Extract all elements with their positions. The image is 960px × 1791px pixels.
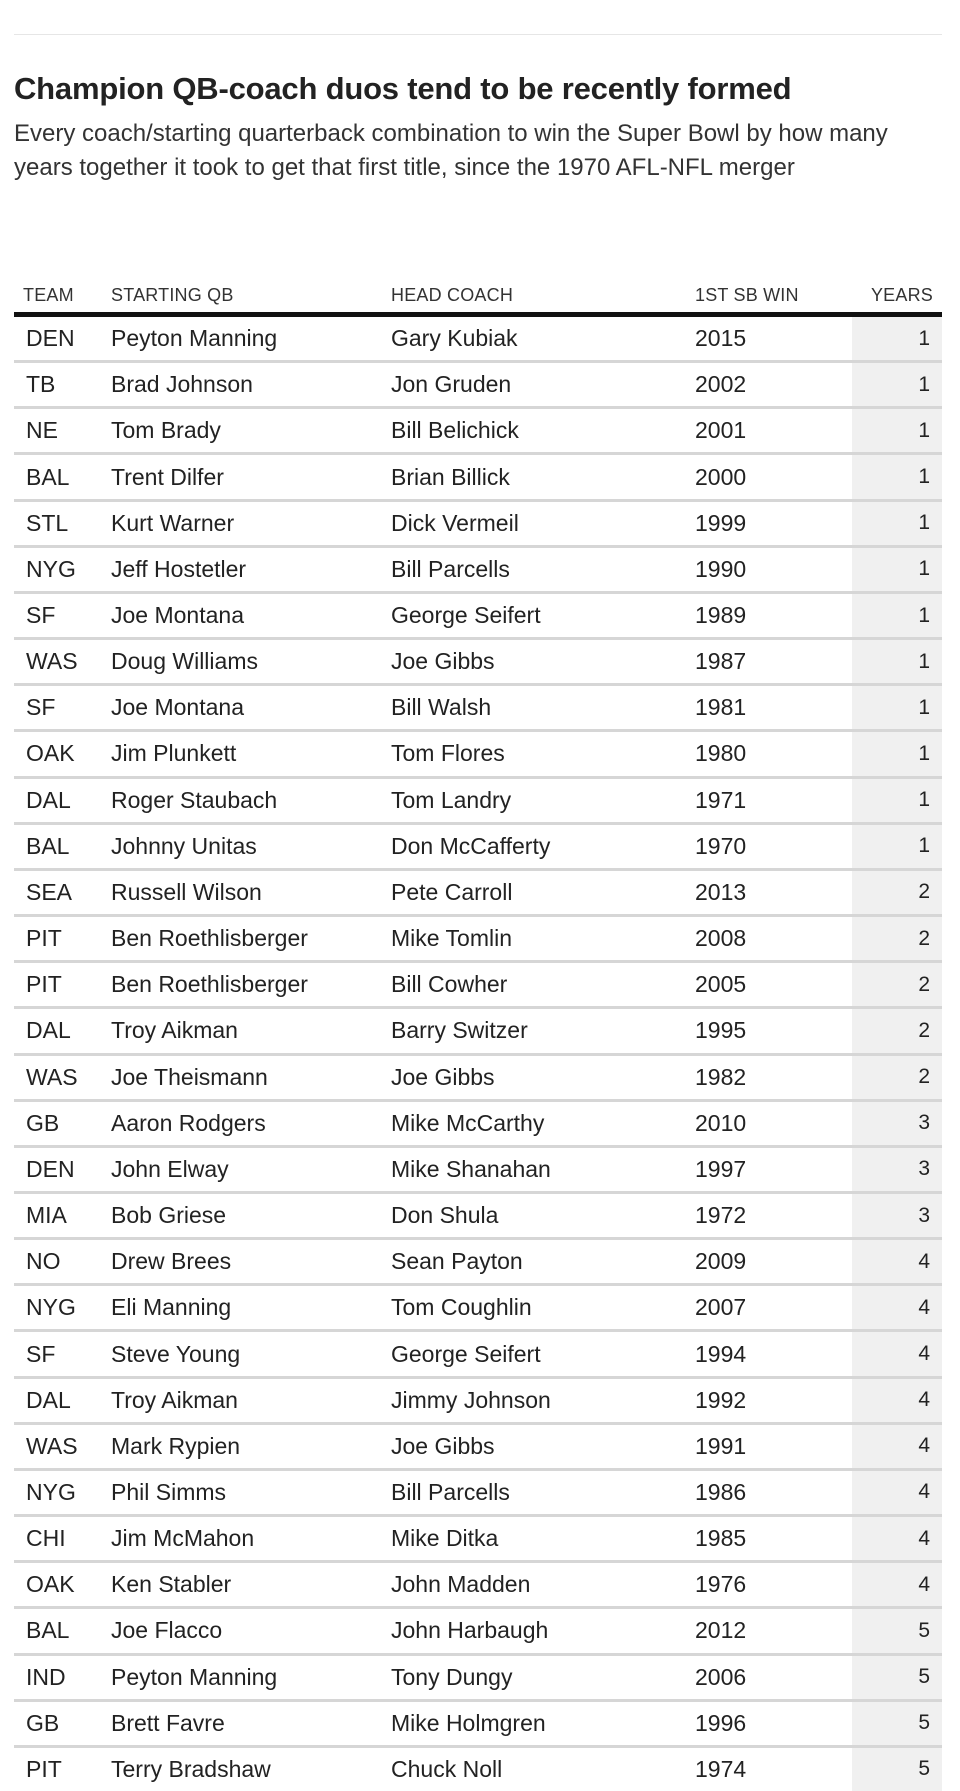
- cell-years: 4: [852, 1331, 942, 1377]
- table-row: [14, 823, 942, 869]
- cell-head-coach: Mike Ditka: [391, 1516, 695, 1562]
- header-row: [14, 270, 942, 315]
- table-row: [14, 1562, 942, 1608]
- cell-starting-qb: Roger Staubach: [111, 777, 391, 823]
- cell-team: SF: [14, 1331, 111, 1377]
- cell-starting-qb: Steve Young: [111, 1331, 391, 1377]
- cell-years: 2: [852, 1008, 942, 1054]
- cell-head-coach: Don Shula: [391, 1192, 695, 1238]
- cell-team: SF: [14, 592, 111, 638]
- table-body: [14, 315, 942, 1791]
- cell-head-coach: Bill Parcells: [391, 1469, 695, 1515]
- cell-head-coach: Joe Gibbs: [391, 1054, 695, 1100]
- cell-starting-qb: Joe Theismann: [111, 1054, 391, 1100]
- cell-first-sb-win: 1991: [695, 1423, 852, 1469]
- cell-starting-qb: Ben Roethlisberger: [111, 962, 391, 1008]
- table-row: [14, 1008, 942, 1054]
- cell-years: 1: [852, 500, 942, 546]
- table-row: [14, 731, 942, 777]
- cell-starting-qb: Johnny Unitas: [111, 823, 391, 869]
- cell-head-coach: Joe Gibbs: [391, 639, 695, 685]
- cell-head-coach: Barry Switzer: [391, 1008, 695, 1054]
- cell-years: 4: [852, 1469, 942, 1515]
- table-row: [14, 500, 942, 546]
- cell-starting-qb: Trent Dilfer: [111, 454, 391, 500]
- cell-years: 4: [852, 1285, 942, 1331]
- cell-years: 2: [852, 962, 942, 1008]
- cell-starting-qb: Peyton Manning: [111, 1654, 391, 1700]
- cell-years: 1: [852, 454, 942, 500]
- cell-head-coach: Bill Belichick: [391, 408, 695, 454]
- cell-first-sb-win: 2002: [695, 362, 852, 408]
- top-divider: [14, 34, 942, 35]
- cell-starting-qb: Brett Favre: [111, 1700, 391, 1746]
- cell-starting-qb: John Elway: [111, 1146, 391, 1192]
- cell-years: 3: [852, 1146, 942, 1192]
- table-row: [14, 1146, 942, 1192]
- cell-head-coach: Jimmy Johnson: [391, 1377, 695, 1423]
- column-header-starting-qb: STARTING QB: [111, 270, 391, 315]
- cell-starting-qb: Phil Simms: [111, 1469, 391, 1515]
- cell-team: PIT: [14, 916, 111, 962]
- table-row: [14, 1608, 942, 1654]
- cell-team: WAS: [14, 1054, 111, 1100]
- cell-first-sb-win: 1986: [695, 1469, 852, 1515]
- cell-first-sb-win: 2009: [695, 1239, 852, 1285]
- cell-head-coach: John Madden: [391, 1562, 695, 1608]
- cell-team: NYG: [14, 546, 111, 592]
- cell-starting-qb: Troy Aikman: [111, 1008, 391, 1054]
- table-row: [14, 1100, 942, 1146]
- table-row: [14, 592, 942, 638]
- table-row: [14, 916, 942, 962]
- cell-team: DAL: [14, 777, 111, 823]
- cell-first-sb-win: 1987: [695, 639, 852, 685]
- table-row: [14, 1700, 942, 1746]
- cell-starting-qb: Eli Manning: [111, 1285, 391, 1331]
- cell-head-coach: Sean Payton: [391, 1239, 695, 1285]
- cell-first-sb-win: 2006: [695, 1654, 852, 1700]
- cell-team: OAK: [14, 731, 111, 777]
- cell-head-coach: Mike Tomlin: [391, 916, 695, 962]
- cell-starting-qb: Ken Stabler: [111, 1562, 391, 1608]
- cell-team: BAL: [14, 823, 111, 869]
- table-row: [14, 546, 942, 592]
- cell-team: DAL: [14, 1377, 111, 1423]
- table-row: [14, 1054, 942, 1100]
- cell-head-coach: Don McCafferty: [391, 823, 695, 869]
- cell-team: WAS: [14, 1423, 111, 1469]
- cell-head-coach: John Harbaugh: [391, 1608, 695, 1654]
- column-header-first-sb-win: 1ST SB WIN: [695, 270, 852, 315]
- cell-head-coach: George Seifert: [391, 592, 695, 638]
- cell-years: 4: [852, 1377, 942, 1423]
- cell-team: DEN: [14, 315, 111, 362]
- cell-first-sb-win: 2007: [695, 1285, 852, 1331]
- cell-years: 1: [852, 546, 942, 592]
- cell-team: GB: [14, 1100, 111, 1146]
- cell-team: DEN: [14, 1146, 111, 1192]
- cell-first-sb-win: 1997: [695, 1146, 852, 1192]
- cell-first-sb-win: 1982: [695, 1054, 852, 1100]
- cell-first-sb-win: 1990: [695, 546, 852, 592]
- cell-years: 4: [852, 1562, 942, 1608]
- cell-head-coach: George Seifert: [391, 1331, 695, 1377]
- cell-team: PIT: [14, 962, 111, 1008]
- cell-years: 1: [852, 592, 942, 638]
- cell-first-sb-win: 1992: [695, 1377, 852, 1423]
- cell-years: 3: [852, 1100, 942, 1146]
- table-row: [14, 1516, 942, 1562]
- column-header-years: YEARS: [852, 270, 942, 315]
- cell-head-coach: Bill Parcells: [391, 546, 695, 592]
- cell-head-coach: Jon Gruden: [391, 362, 695, 408]
- cell-first-sb-win: 1981: [695, 685, 852, 731]
- cell-head-coach: Joe Gibbs: [391, 1423, 695, 1469]
- cell-starting-qb: Troy Aikman: [111, 1377, 391, 1423]
- cell-team: BAL: [14, 1608, 111, 1654]
- table-row: [14, 1377, 942, 1423]
- cell-head-coach: Tom Landry: [391, 777, 695, 823]
- cell-head-coach: Chuck Noll: [391, 1746, 695, 1791]
- cell-years: 1: [852, 685, 942, 731]
- cell-starting-qb: Kurt Warner: [111, 500, 391, 546]
- cell-team: NO: [14, 1239, 111, 1285]
- table-row: [14, 962, 942, 1008]
- cell-first-sb-win: 2015: [695, 315, 852, 362]
- cell-starting-qb: Drew Brees: [111, 1239, 391, 1285]
- cell-team: TB: [14, 362, 111, 408]
- chart-title: Champion QB-coach duos tend to be recently formed: [14, 70, 942, 108]
- cell-head-coach: Pete Carroll: [391, 869, 695, 915]
- cell-team: IND: [14, 1654, 111, 1700]
- cell-starting-qb: Joe Flacco: [111, 1608, 391, 1654]
- cell-years: 1: [852, 731, 942, 777]
- cell-starting-qb: Joe Montana: [111, 685, 391, 731]
- cell-team: NYG: [14, 1469, 111, 1515]
- chart-subtitle: Every coach/starting quarterback combination to win the Super Bowl by how many years together it took to get that first title, since the 1970 AFL-NFL merger: [14, 117, 934, 185]
- cell-years: 2: [852, 1054, 942, 1100]
- cell-first-sb-win: 2008: [695, 916, 852, 962]
- cell-starting-qb: Terry Bradshaw: [111, 1746, 391, 1791]
- table-row: [14, 315, 942, 362]
- cell-team: NYG: [14, 1285, 111, 1331]
- cell-head-coach: Mike McCarthy: [391, 1100, 695, 1146]
- cell-first-sb-win: 1985: [695, 1516, 852, 1562]
- cell-starting-qb: Jim Plunkett: [111, 731, 391, 777]
- table-row: [14, 1192, 942, 1238]
- cell-years: 5: [852, 1654, 942, 1700]
- table-row: [14, 1423, 942, 1469]
- cell-head-coach: Tom Coughlin: [391, 1285, 695, 1331]
- cell-team: SEA: [14, 869, 111, 915]
- cell-years: 2: [852, 916, 942, 962]
- cell-first-sb-win: 2010: [695, 1100, 852, 1146]
- table-row: [14, 454, 942, 500]
- cell-years: 5: [852, 1746, 942, 1791]
- cell-first-sb-win: 1999: [695, 500, 852, 546]
- cell-team: CHI: [14, 1516, 111, 1562]
- table-header: [14, 270, 942, 315]
- cell-first-sb-win: 1980: [695, 731, 852, 777]
- cell-starting-qb: Doug Williams: [111, 639, 391, 685]
- cell-starting-qb: Joe Montana: [111, 592, 391, 638]
- cell-first-sb-win: 1996: [695, 1700, 852, 1746]
- column-header-head-coach: HEAD COACH: [391, 270, 695, 315]
- cell-first-sb-win: 1970: [695, 823, 852, 869]
- table-row: [14, 1469, 942, 1515]
- cell-starting-qb: Mark Rypien: [111, 1423, 391, 1469]
- table-row: [14, 1331, 942, 1377]
- cell-team: GB: [14, 1700, 111, 1746]
- cell-head-coach: Bill Walsh: [391, 685, 695, 731]
- cell-starting-qb: Brad Johnson: [111, 362, 391, 408]
- cell-starting-qb: Jim McMahon: [111, 1516, 391, 1562]
- table-row: [14, 1285, 942, 1331]
- cell-starting-qb: Russell Wilson: [111, 869, 391, 915]
- cell-first-sb-win: 2005: [695, 962, 852, 1008]
- cell-team: OAK: [14, 1562, 111, 1608]
- cell-years: 1: [852, 408, 942, 454]
- cell-years: 4: [852, 1516, 942, 1562]
- cell-first-sb-win: 2012: [695, 1608, 852, 1654]
- cell-team: PIT: [14, 1746, 111, 1791]
- cell-team: BAL: [14, 454, 111, 500]
- cell-years: 1: [852, 315, 942, 362]
- cell-first-sb-win: 2013: [695, 869, 852, 915]
- cell-team: WAS: [14, 639, 111, 685]
- cell-starting-qb: Ben Roethlisberger: [111, 916, 391, 962]
- cell-first-sb-win: 1974: [695, 1746, 852, 1791]
- cell-starting-qb: Aaron Rodgers: [111, 1100, 391, 1146]
- cell-head-coach: Dick Vermeil: [391, 500, 695, 546]
- cell-head-coach: Mike Shanahan: [391, 1146, 695, 1192]
- cell-starting-qb: Tom Brady: [111, 408, 391, 454]
- cell-head-coach: Tom Flores: [391, 731, 695, 777]
- table-row: [14, 639, 942, 685]
- table-row: [14, 408, 942, 454]
- cell-first-sb-win: 1976: [695, 1562, 852, 1608]
- cell-years: 1: [852, 639, 942, 685]
- cell-years: 4: [852, 1239, 942, 1285]
- cell-team: NE: [14, 408, 111, 454]
- cell-team: STL: [14, 500, 111, 546]
- table-row: [14, 1654, 942, 1700]
- cell-years: 5: [852, 1700, 942, 1746]
- cell-years: 4: [852, 1423, 942, 1469]
- table-row: [14, 777, 942, 823]
- cell-years: 1: [852, 777, 942, 823]
- cell-first-sb-win: 1994: [695, 1331, 852, 1377]
- cell-years: 3: [852, 1192, 942, 1238]
- cell-team: SF: [14, 685, 111, 731]
- table-row: [14, 869, 942, 915]
- cell-team: MIA: [14, 1192, 111, 1238]
- cell-first-sb-win: 1972: [695, 1192, 852, 1238]
- cell-head-coach: Gary Kubiak: [391, 315, 695, 362]
- cell-years: 1: [852, 823, 942, 869]
- cell-first-sb-win: 1989: [695, 592, 852, 638]
- cell-head-coach: Brian Billick: [391, 454, 695, 500]
- duos-table: [14, 270, 942, 1791]
- table-row: [14, 1239, 942, 1285]
- cell-years: 2: [852, 869, 942, 915]
- duos-table-wrapper: [14, 270, 942, 1791]
- column-header-team: TEAM: [14, 270, 111, 315]
- cell-years: 1: [852, 362, 942, 408]
- cell-head-coach: Bill Cowher: [391, 962, 695, 1008]
- cell-starting-qb: Jeff Hostetler: [111, 546, 391, 592]
- cell-starting-qb: Bob Griese: [111, 1192, 391, 1238]
- cell-years: 5: [852, 1608, 942, 1654]
- cell-first-sb-win: 1971: [695, 777, 852, 823]
- cell-first-sb-win: 2000: [695, 454, 852, 500]
- cell-starting-qb: Peyton Manning: [111, 315, 391, 362]
- table-row: [14, 362, 942, 408]
- cell-first-sb-win: 2001: [695, 408, 852, 454]
- table-row: [14, 685, 942, 731]
- table-row: [14, 1746, 942, 1791]
- cell-head-coach: Mike Holmgren: [391, 1700, 695, 1746]
- cell-first-sb-win: 1995: [695, 1008, 852, 1054]
- cell-head-coach: Tony Dungy: [391, 1654, 695, 1700]
- cell-team: DAL: [14, 1008, 111, 1054]
